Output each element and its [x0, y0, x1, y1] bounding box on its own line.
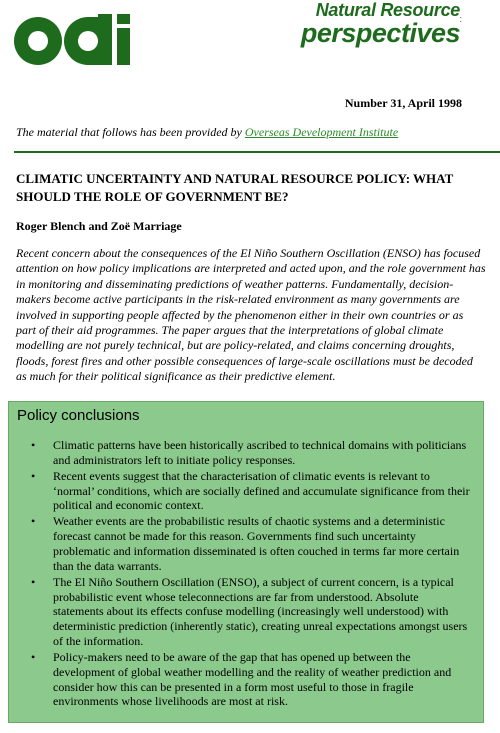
list-item: [31, 649, 471, 709]
bullet: •: [31, 514, 36, 529]
brand-line-1: Natural Resource: [315, 0, 460, 20]
list-item: [31, 438, 471, 468]
issue-number: Number 31, April 1998: [344, 96, 462, 110]
bullet: •: [31, 574, 36, 589]
list-item-text: Policy-makers need to be aware of the gap that has opened up between the development of global weather modelling and the reality of weather prediction and consider how this can be presented in a form most useful to those in fragile environments whose livelihoods are most at risk.: [53, 649, 452, 709]
policy-conclusions-heading: Policy conclusions: [17, 407, 140, 424]
document-title: CLIMATIC UNCERTAINTY AND NATURAL RESOURCE POLICY: WHAT SHOULD THE ROLE OF GOVERNMENT BE?: [16, 171, 454, 204]
header-rule: [14, 151, 500, 153]
abstract: Recent concern about the consequences of the El Niño Southern Oscillation (ENSO) has focused attention on how policy implications are interpreted and acted upon, and the role government has in monitoring and disseminating predictions of weather patterns. Fundamentally, decision-makers become active participants in the risk-related environment as many governments are involved in supporting people affected by the phenomenon either in their own countries or as part of their aid programmes. The paper argues that the interpretations of global climate modelling are not purely technical, but are policy-related, and claims concerning droughts, floods, forest fires and other possible consequences of large-scale oscillations must be decoded as much for their political significance as their predictive element.: [16, 246, 486, 384]
provided-prefix: The material that follows has been provided by: [16, 125, 242, 139]
odi-link[interactable]: Overseas Development Institute: [244, 125, 399, 139]
list-item: [31, 514, 471, 573]
provided-by-line: [16, 125, 398, 140]
conclusions-list: [9, 438, 471, 710]
series-brand: [301, 1, 460, 47]
bullet: •: [31, 468, 36, 483]
bullet: •: [31, 649, 36, 664]
bullet: •: [31, 438, 36, 452]
list-item: [31, 468, 471, 513]
policy-conclusions-box: [8, 401, 484, 723]
brand-line-2: perspectives: [300, 18, 460, 48]
brand-dots: :: [459, 14, 462, 24]
list-item-text: The El Niño Southern Oscillation (ENSO), a subject of current concern, is a typical probabilistic event whose teleconnections are far from understood. Absolute statements about its effects confuse modelling (increasingly well understood) with deterministic prediction (inherently static), creating unreal expectations amongst users of the information.: [53, 574, 468, 648]
list-item-text: Weather events are the probabilistic results of chaotic systems and a deterministic forecast cannot be made for this reason. Governments find such uncertainty problematic and information disseminated is often couched in terms far more certain than the data warrants.: [53, 514, 460, 573]
list-item: [31, 574, 471, 649]
list-item-text: Climatic patterns have been historically ascribed to technical domains with politicians and administrators left to initiate policy responses.: [53, 438, 467, 467]
authors: Roger Blench and Zoë Marriage: [16, 219, 182, 233]
list-item-text: Recent events suggest that the characterisation of climatic events is relevant to ‘normal’ conditions, which are socially defined and accumulate significance from their political and economic context.: [53, 468, 470, 513]
odi-logo: [14, 14, 132, 66]
